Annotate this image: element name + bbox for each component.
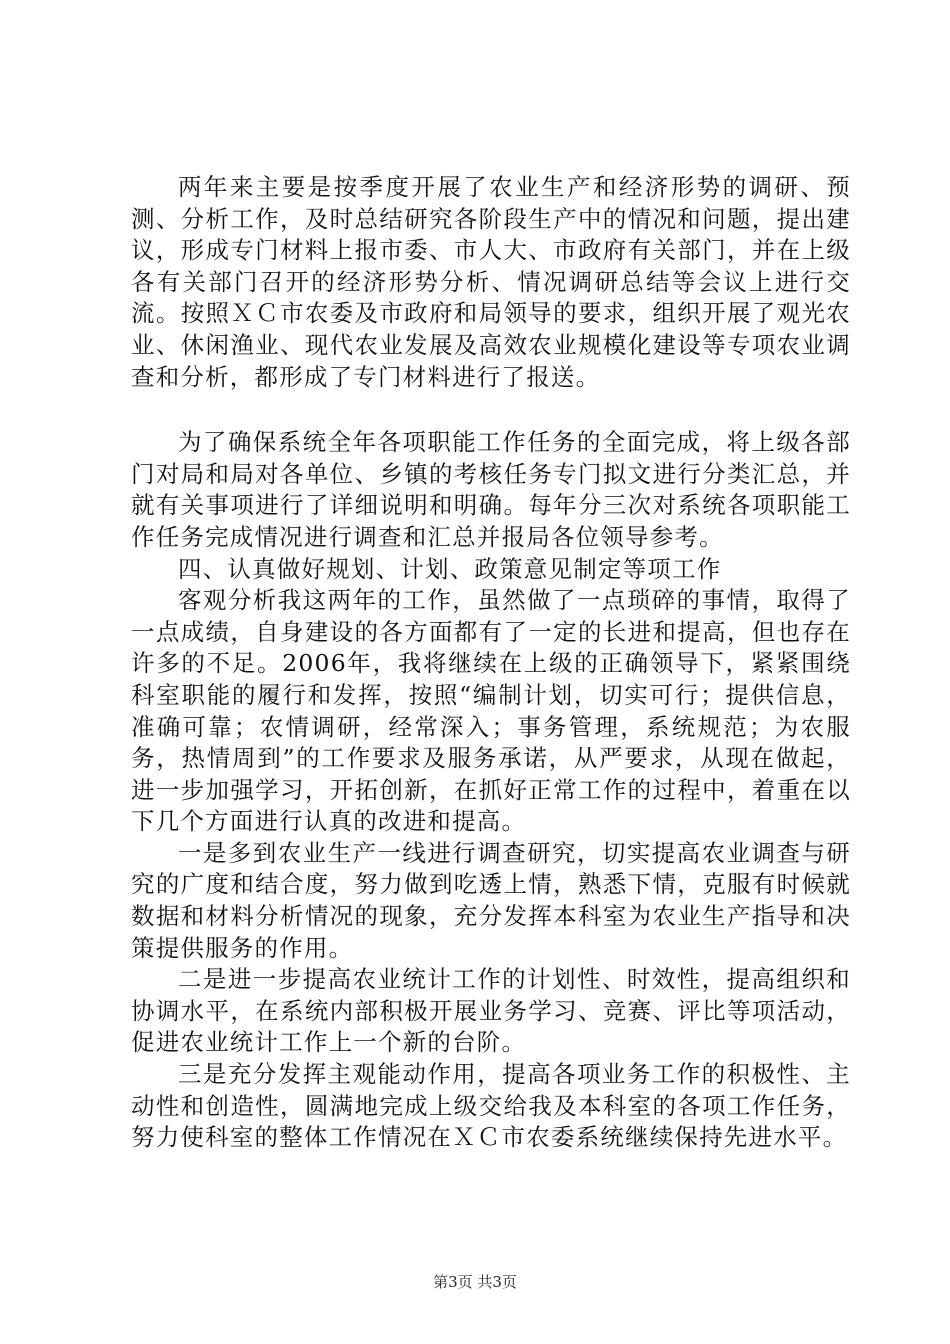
section-heading: 四、认真做好规划、计划、政策意见制定等项工作 <box>178 554 722 583</box>
paragraph-point-two: 二是进一步提高农业统计工作的计划性、时效性，提高组织和协调水平，在系统内部积极开展业务学习、竞赛、评比等项活动，促进农业统计工作上一个新的台阶。 <box>131 965 851 1057</box>
body-text-upper <box>131 172 851 1154</box>
paragraph-review-plan: 客观分析我这两年的工作，虽然做了一点琐碎的事情，取得了一点成绩，自身建设的各方面都有了一定的长进和提高，但也存在许多的不足。2006年，我将继续在上级的正确领导下，紧紧围绕科室职能的履行和发挥，按照“编制计划，切实可行；提供信息，准确可靠；农情调研，经常深入；事务管理，系统规范；为农服务，热情周到”的工作要求及服务承诺，从严要求，从现在做起，进一步加强学习，开拓创新，在抓好正常工作的过程中，着重在以下几个方面进行认真的改进和提高。 <box>131 586 851 836</box>
paragraph-point-one: 一是多到农业生产一线进行调查研究，切实提高农业调查与研究的广度和结合度，努力做到吃透上情，熟悉下情，克服有时候就数据和材料分析情况的现象，充分发挥本科室为农业生产指导和决策提供服务的作用。 <box>131 838 851 962</box>
paragraph-task-summary: 为了确保系统全年各项职能工作任务的全面完成，将上级各部门对局和局对各单位、乡镇的考核任务专门拟文进行分类汇总，并就有关事项进行了详细说明和明确。每年分三次对系统各项职能工作任务完成情况进行调查和汇总并报局各位领导参考。 <box>131 428 851 551</box>
paragraph-point-three: 三是充分发挥主观能动作用，提高各项业务工作的积极性、主动性和创造性，圆满地完成上级交给我及本科室的各项工作任务，努力使科室的整体工作情况在ＸＣ市农委系统继续保持先进水平。 <box>131 1060 851 1152</box>
paragraph-spacer <box>131 393 851 427</box>
paragraph-research: 两年来主要是按季度开展了农业生产和经济形势的调研、预测、分析工作，及时总结研究各阶段生产中的情况和问题，提出建议，形成专门材料上报市委、市人大、市政府有关部门，并在上级各有关部门召开的经济形势分析、情况调研总结等会议上进行交流。按照ＸＣ市农委及市政府和局领导的要求，组织开展了观光农业、休闲渔业、现代农业发展及高效农业规模化建设等专项农业调查和分析，都形成了专门材料进行了报送。 <box>131 173 851 391</box>
page-number-footer: 第3页 共3页 <box>433 1273 517 1291</box>
